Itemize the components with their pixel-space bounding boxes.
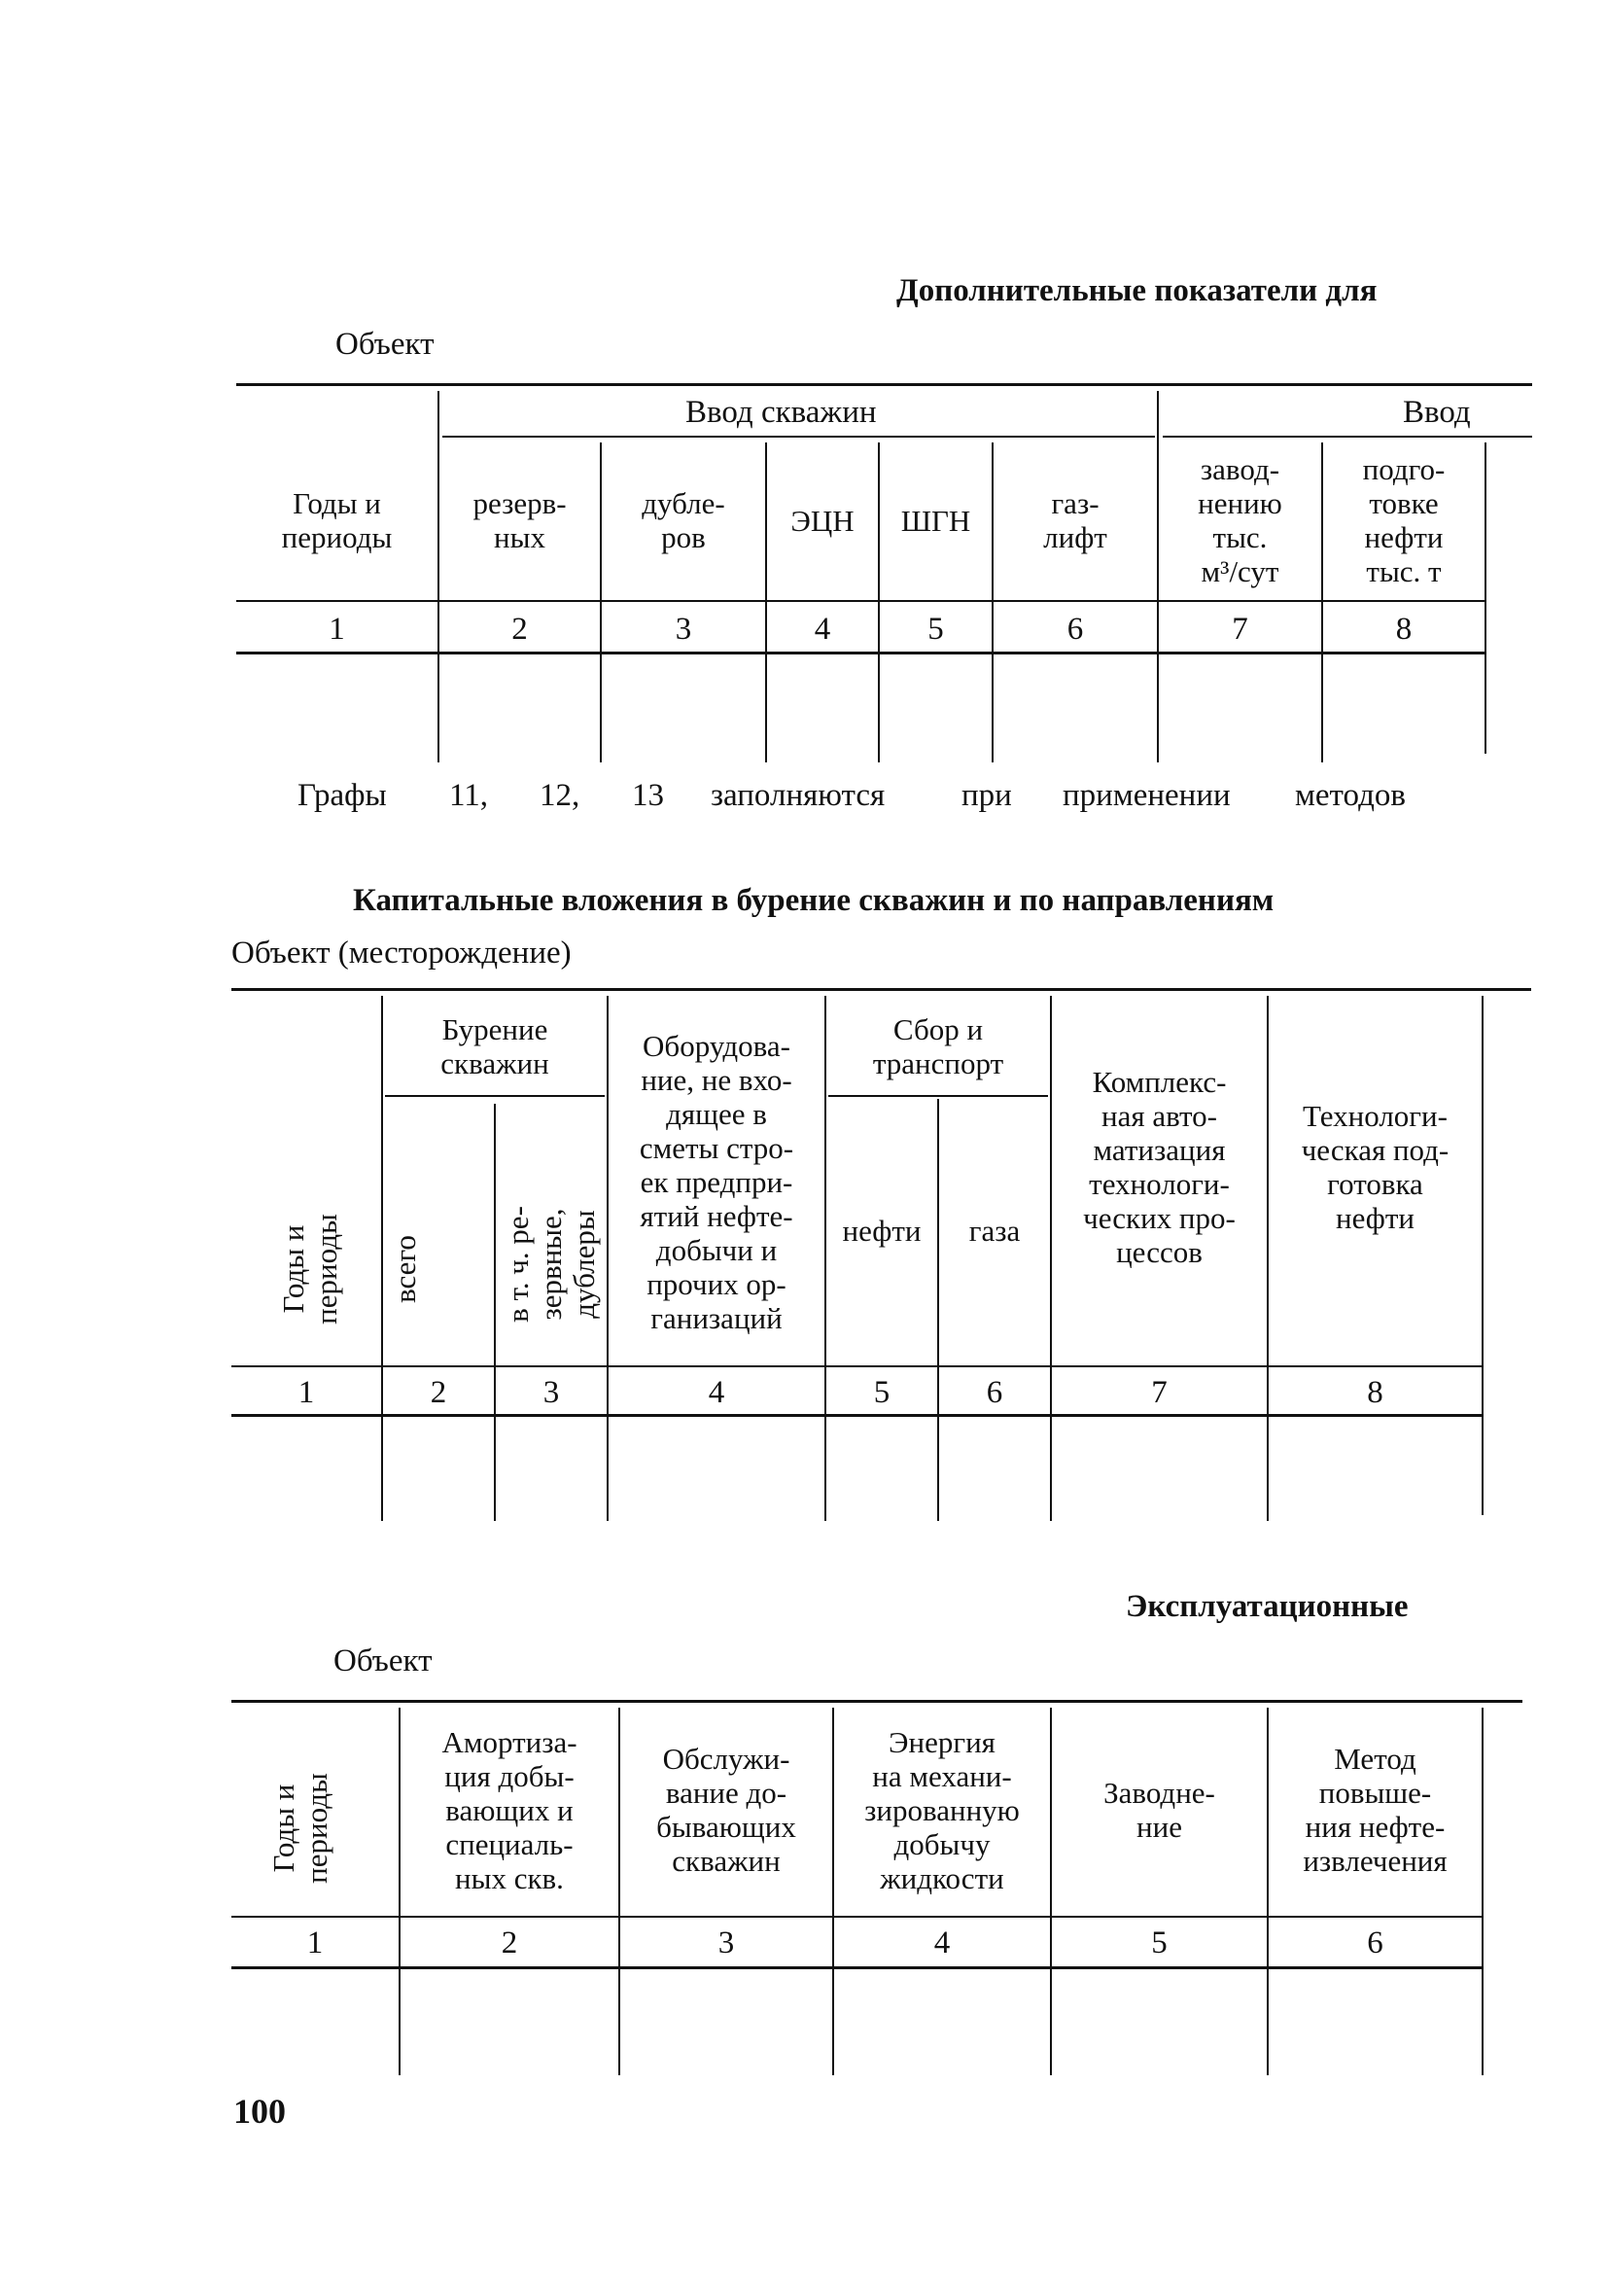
table2-numbers-rule <box>231 1414 1484 1417</box>
table1-top-rule <box>236 383 1532 386</box>
table3-num-6: 6 <box>1367 1925 1383 1960</box>
section2-object-label: Объект (месторождение) <box>231 936 572 971</box>
table2-num-6: 6 <box>986 1375 1003 1410</box>
section3-heading: Эксплуатационные <box>1126 1589 1409 1624</box>
table1-col3-header: дубле- ров <box>642 486 725 554</box>
table1-vline <box>1485 442 1486 754</box>
note-word: применении <box>1063 778 1231 813</box>
note-word: 12, <box>540 778 580 813</box>
section2-heading: Капитальные вложения в бурение скважин и по направлениям <box>353 883 1275 918</box>
table3-vline <box>1482 1708 1484 2075</box>
table2-num-8: 8 <box>1367 1375 1383 1410</box>
table1-num-2: 2 <box>511 612 528 647</box>
table2-num-7: 7 <box>1151 1375 1168 1410</box>
table3-col6-header: Метод повыше- ния нефте- извлечения <box>1303 1742 1448 1878</box>
table1-col8-header: подго- товке нефти тыс. т <box>1362 452 1446 588</box>
table1-group-input: Ввод <box>1403 395 1471 430</box>
table1-col6-header: газ- лифт <box>1043 486 1107 554</box>
table1-header-rule <box>236 600 1486 602</box>
table3-top-rule <box>231 1700 1522 1703</box>
note-word: при <box>961 778 1012 813</box>
note-word: методов <box>1295 778 1406 813</box>
table2-vline <box>494 1104 496 1521</box>
table1-group-wells: Ввод скважин <box>685 395 877 430</box>
table1-num-3: 3 <box>675 612 692 647</box>
note-word: Графы <box>297 778 387 813</box>
page-number: 100 <box>233 2092 286 2131</box>
table1-col4-header: ЭЦН <box>790 503 855 538</box>
table1-num-5: 5 <box>927 612 944 647</box>
table2-num-4: 4 <box>708 1375 725 1410</box>
table2-num-3: 3 <box>542 1375 560 1410</box>
table3-num-4: 4 <box>933 1925 951 1960</box>
table2-col5-header: нефти <box>842 1213 922 1248</box>
table3-col2-header: Амортиза- ция добы- вающих и специаль- ных скв. <box>441 1724 577 1895</box>
table2-col6-header: газа <box>968 1213 1021 1248</box>
table1-col5-header: ШГН <box>900 503 971 538</box>
table2-group-drilling: Бурение скважин <box>440 1012 549 1080</box>
table2-num-2: 2 <box>430 1375 447 1410</box>
section1-heading: Дополнительные показатели для <box>896 273 1378 308</box>
table2-transport-rule <box>828 1095 1048 1097</box>
table3-col3-header: Обслужи- вание до- бывающих скважин <box>656 1742 796 1878</box>
table2-col4-header: Оборудова- ние, не вхо- дящее в сметы стро- ек предпри- ятий нефте- добычи и прочих ор- ганизаций <box>639 1028 794 1335</box>
note-word: 13 <box>632 778 664 813</box>
table2-vline <box>1482 996 1484 1515</box>
table2-col1-header: Годы и периоды <box>276 1214 343 1325</box>
table1-num-1: 1 <box>329 612 345 647</box>
note-word: 11, <box>449 778 489 813</box>
table3-numbers-rule <box>231 1966 1484 1969</box>
table3-num-1: 1 <box>306 1925 324 1960</box>
note-word: заполняются <box>711 778 886 813</box>
table1-num-6: 6 <box>1066 612 1084 647</box>
table1-numbers-rule <box>236 652 1486 654</box>
table3-num-5: 5 <box>1151 1925 1168 1960</box>
table3-col1-header: Годы и периоды <box>266 1773 333 1884</box>
table3-num-3: 3 <box>717 1925 735 1960</box>
table2-col2-header: всего <box>388 1235 422 1303</box>
table2-header-rule <box>231 1365 1484 1367</box>
table2-drilling-rule <box>385 1095 605 1097</box>
table2-num-1: 1 <box>297 1375 315 1410</box>
table3-num-2: 2 <box>501 1925 518 1960</box>
table2-group-transport: Сбор и транспорт <box>872 1012 1004 1080</box>
table2-col3-header: в т. ч. ре- зервные, дублеры <box>501 1206 601 1323</box>
table3-header-rule <box>231 1916 1484 1918</box>
table1-num-4: 4 <box>814 612 831 647</box>
section3-object-label: Объект <box>333 1643 433 1678</box>
table1-col7-header: завод- нению тыс. м³/сут <box>1198 452 1282 588</box>
table1-num-7: 7 <box>1232 612 1248 647</box>
table1-col2-header: резерв- ных <box>472 486 567 554</box>
section1-object-label: Объект <box>335 327 435 362</box>
table2-num-5: 5 <box>873 1375 891 1410</box>
table1-num-8: 8 <box>1395 612 1413 647</box>
table2-col8-header: Технологи- ческая под- готовка нефти <box>1301 1099 1450 1235</box>
table1-group-rule-1 <box>442 436 1155 438</box>
table3-col5-header: Заводне- ние <box>1103 1776 1215 1844</box>
table2-top-rule <box>231 988 1531 991</box>
table1-col1-header: Годы и периоды <box>281 486 393 554</box>
table2-col7-header: Комплекс- ная авто- матизация технологи- ческих про- цессов <box>1083 1065 1236 1269</box>
table1-group-rule-2 <box>1163 436 1532 438</box>
table3-col4-header: Энергия на механи- зированную добычу жидкости <box>864 1724 1020 1895</box>
